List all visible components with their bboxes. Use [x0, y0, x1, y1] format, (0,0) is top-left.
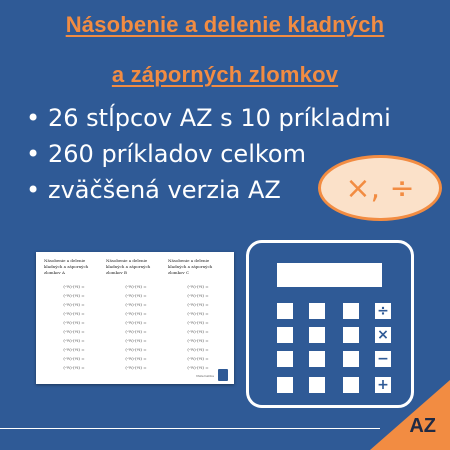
worksheet-row: (-½)·(⅓) = — [63, 329, 85, 334]
calculator-key — [343, 303, 359, 319]
worksheet-row: (-½)·(⅓) = — [125, 284, 147, 289]
calculator-key — [309, 351, 325, 367]
worksheet-heading: Násobenie a delenie kladných a záporných zlomkov A — [44, 258, 89, 275]
mini-calculator-icon — [218, 369, 228, 381]
calculator-key — [277, 327, 293, 343]
worksheet-row: (-½)·(⅓) = — [187, 302, 209, 307]
worksheet-row: (-½)·(⅓) = — [125, 320, 147, 325]
title-line-1: Násobenie a delenie kladných — [65, 12, 385, 37]
bullet-icon: • — [26, 140, 41, 168]
calculator-key — [277, 351, 293, 367]
worksheet-rows — [44, 282, 104, 372]
worksheet-row: (-½)·(⅓) = — [187, 293, 209, 298]
calculator-screen — [277, 263, 382, 287]
calculator-operator-key: + — [375, 377, 391, 393]
worksheet-footer: Matematika — [196, 374, 214, 378]
calculator-operator-key: − — [375, 351, 391, 367]
feature-text: zväčšená verzia AZ — [48, 176, 281, 204]
worksheet-row: (-½)·(⅓) = — [63, 293, 85, 298]
worksheet-row: (-½)·(⅓) = — [125, 356, 147, 361]
worksheet-row: (-½)·(⅓) = — [125, 365, 147, 370]
worksheet-row: (-½)·(⅓) = — [125, 338, 147, 343]
worksheet-row: (-½)·(⅓) = — [187, 284, 209, 289]
operations-badge: ×, ÷ — [318, 155, 442, 221]
bullet-icon: • — [26, 176, 41, 204]
worksheet-rows — [106, 282, 166, 372]
worksheet-row: (-½)·(⅓) = — [125, 347, 147, 352]
worksheet-rows — [168, 282, 228, 372]
worksheet-row: (-½)·(⅓) = — [187, 320, 209, 325]
corner-label: AZ — [409, 415, 436, 437]
worksheet-row: (-½)·(⅓) = — [187, 356, 209, 361]
divider — [0, 428, 380, 429]
calculator-operator-key: × — [375, 327, 391, 343]
feature-text: 260 príkladov celkom — [48, 140, 306, 168]
worksheet-row: (-½)·(⅓) = — [125, 293, 147, 298]
worksheet-preview — [36, 252, 234, 384]
calculator-key — [343, 377, 359, 393]
calculator-key — [309, 303, 325, 319]
worksheet-row: (-½)·(⅓) = — [187, 329, 209, 334]
worksheet-heading: Násobenie a delenie kladných a záporných zlomkov C — [168, 258, 213, 275]
worksheet-column-a — [44, 258, 104, 372]
worksheet-row: (-½)·(⅓) = — [187, 311, 209, 316]
calculator-key — [309, 327, 325, 343]
calculator-operator-key: ÷ — [375, 303, 391, 319]
bullet-icon: • — [26, 104, 41, 132]
worksheet-row: (-½)·(⅓) = — [63, 311, 85, 316]
worksheet-column-c — [168, 258, 228, 372]
worksheet-row: (-½)·(⅓) = — [187, 338, 209, 343]
calculator-key — [309, 377, 325, 393]
worksheet-column-b — [106, 258, 166, 372]
worksheet-row: (-½)·(⅓) = — [63, 302, 85, 307]
worksheet-row: (-½)·(⅓) = — [63, 284, 85, 289]
worksheet-row: (-½)·(⅓) = — [187, 347, 209, 352]
feature-item — [26, 100, 391, 136]
calculator-key — [343, 351, 359, 367]
calculator-key — [277, 377, 293, 393]
worksheet-row: (-½)·(⅓) = — [63, 356, 85, 361]
worksheet-row: (-½)·(⅓) = — [63, 338, 85, 343]
calculator-key — [343, 327, 359, 343]
worksheet-row: (-½)·(⅓) = — [63, 365, 85, 370]
worksheet-row: (-½)·(⅓) = — [63, 347, 85, 352]
worksheet-row: (-½)·(⅓) = — [125, 329, 147, 334]
title-line-2: a záporných zlomkov — [111, 62, 339, 87]
worksheet-row: (-½)·(⅓) = — [125, 311, 147, 316]
worksheet-row: (-½)·(⅓) = — [125, 302, 147, 307]
worksheet-row: (-½)·(⅓) = — [187, 365, 209, 370]
worksheet-row: (-½)·(⅓) = — [63, 320, 85, 325]
worksheet-heading: Násobenie a delenie kladných a záporných zlomkov B — [106, 258, 151, 275]
feature-text: 26 stĺpcov AZ s 10 príkladmi — [48, 104, 391, 132]
calculator-key — [277, 303, 293, 319]
